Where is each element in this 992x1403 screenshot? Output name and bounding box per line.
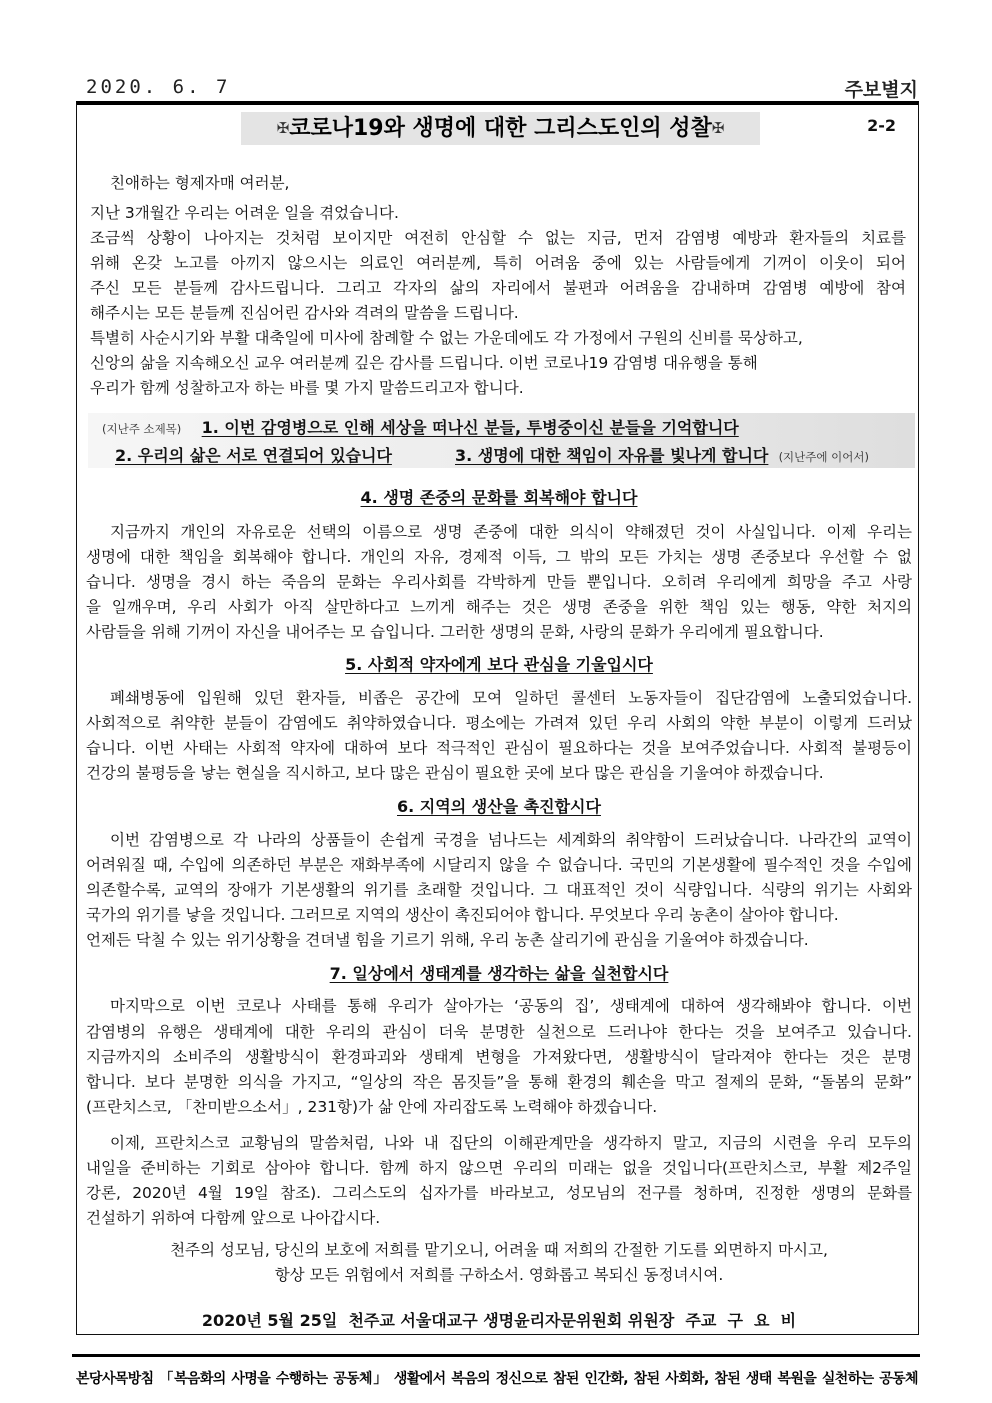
paragraph-line: 습니다. 이번 사태는 사회적 약자에 대하여 보다 적극적인 관심이 필요하다는 것을 보여주었습니다. 사회적 불평등이	[86, 739, 912, 757]
section-heading-4: 4. 생명 존중의 문화를 회복해야 합니다	[360, 488, 638, 507]
closing-line: 강론, 2020년 4월 19일 참조). 그리스도의 십자가를 바라보고, 성모님의 전구를 청하며, 진정한 생명의 문화를	[86, 1184, 912, 1202]
paragraph-line: 습니다. 생명을 경시 하는 죽음의 문화는 우리사회를 각박하게 만들 뿐입니다. 오히려 우리에게 희망을 주고 사랑	[86, 573, 912, 591]
bulletin-insert-label: 주보별지	[844, 79, 918, 101]
intro-line: 신앙의 삶을 지속해오신 교우 여러분께 깊은 감사를 드립니다. 이번 코로나19 감염병 대유행을 통해	[90, 354, 758, 372]
paragraph-line: 이번 감염병으로 각 나라의 상품들이 손쉽게 국경을 넘나드는 세계화의 취약함이 드러났습니다. 나라간의 교역이	[110, 831, 912, 849]
intro-line: 해주시는 모든 분들께 진심어린 감사와 격려의 말씀을 드립니다.	[90, 304, 519, 322]
paragraph-line: 지금까지의 소비주의 생활방식이 환경파괴와 생태계 변형을 가져왔다면, 생활방식이 달라져야 한다는 것은 분명	[86, 1048, 912, 1066]
closing-line: 건설하기 위하여 다함께 앞으로 나아갑시다.	[86, 1209, 381, 1227]
continued-label: (지난주에 이어서)	[778, 450, 869, 464]
previous-topics-row-1	[102, 417, 739, 440]
closing-line: 이제, 프란치스코 교황님의 말씀처럼, 나와 내 집단의 이해관계만을 생각하지 말고, 지금의 시련을 우리 모두의	[110, 1134, 912, 1152]
prayer-line: 항상 모든 위험에서 저희를 구하소서. 영화롭고 복되신 동정녀시여.	[274, 1266, 724, 1284]
previous-topic-1: 1. 이번 감영병으로 인해 세상을 떠나신 분들, 투병중이신 분들을 기억합니다	[201, 418, 739, 437]
paragraph-line: 합니다. 보다 분명한 의식을 가지고, “일상의 작은 몸짓들”을 통해 환경의 훼손을 막고 절제의 문화, “돌봄의 문화”	[86, 1073, 912, 1091]
page-number: 2-2	[867, 116, 896, 135]
previous-topics-row-2	[115, 445, 392, 467]
page-title	[241, 112, 760, 145]
paragraph-line: 지금까지 개인의 자유로운 선택의 이름으로 생명 존중에 대한 의식이 약해졌던 것이 사실입니다. 이제 우리는	[110, 523, 912, 541]
paragraph-line: 생명에 대한 책임을 회복해야 합니다. 개인의 자유, 경제적 이득, 그 밖의 모든 가치는 생명 존중보다 우선할 수 없	[86, 548, 912, 566]
paragraph-line: 사회적으로 취약한 분들이 감염에도 취약하였습니다. 평소에는 가려져 있던 우리 사회의 약한 부분이 이렇게 드러났	[86, 714, 912, 732]
paragraph-line: (프란치스코, 「찬미받으소서」, 231항)가 삶 안에 자리잡도록 노력해야 하겠습니다.	[86, 1098, 658, 1116]
paragraph-line: 사람들을 위해 기꺼이 자신을 내어주는 모 습입니다. 그러한 생명의 문화, 사랑의 문화가 우리에게 필요합니다.	[86, 623, 824, 641]
closing-line: 내일을 준비하는 기회로 삼아야 합니다. 함께 하지 않으면 우리의 미래는 없을 것입니다(프란치스코, 부활 제2주일	[86, 1159, 912, 1177]
intro-line: 위해 온갖 노고를 아끼지 않으시는 의료인 여러분께, 특히 어려움 중에 있는 사람들에게 기꺼이 이웃이 되어	[90, 254, 906, 272]
paragraph-line: 감염병의 유행은 생태계에 대한 우리의 관심이 더욱 분명한 실천으로 드러나야 한다는 것을 보여주고 있습니다.	[86, 1023, 912, 1041]
intro-line: 우리가 함께 성찰하고자 하는 바를 몇 가지 말씀드리고자 합니다.	[90, 379, 524, 397]
previous-topic-2: 2. 우리의 삶은 서로 연결되어 있습니다	[115, 446, 392, 465]
maltese-cross-icon: ✠	[276, 119, 290, 137]
paragraph-line: 건강의 불평등을 낳는 현실을 직시하고, 보다 많은 관심이 필요한 곳에 보다 많은 관심을 기울여야 하겠습니다.	[86, 764, 824, 782]
prayer-line: 천주의 성모님, 당신의 보호에 저희를 맡기오니, 어려울 때 저희의 간절한 기도를 외면하지 마시고,	[170, 1241, 828, 1259]
intro-line: 지난 3개월간 우리는 어려운 일을 겪었습니다.	[90, 204, 399, 222]
previous-topics-row-2b	[455, 445, 869, 468]
section-heading-7: 7. 일상에서 생태계를 생각하는 삶을 실천합시다	[329, 964, 669, 983]
signature: 2020년 5월 25일 천주교 서울대교구 생명윤리자문위원회 위원장 주교 구 요 비	[201, 1311, 797, 1330]
section-heading-5: 5. 사회적 약자에게 보다 관심을 기울입시다	[345, 655, 653, 674]
page-title-text: 코로나19와 생명에 대한 그리스도인의 성찰	[289, 116, 712, 141]
paragraph-line: 국가의 위기를 낳을 것입니다. 그러므로 지역의 생산이 촉진되어야 합니다. 무엇보다 우리 농촌이 살아야 합니다.	[86, 906, 839, 924]
footer-divider	[72, 1354, 920, 1357]
intro-line: 주신 모든 분들께 감사드립니다. 그리고 각자의 삶의 자리에서 불편과 어려움을 감내하며 감염병 예방에 참여	[90, 279, 906, 297]
intro-line: 조금씩 상황이 나아지는 것처럼 보이지만 여전히 안심할 수 없는 지금, 먼저 감염병 예방과 환자들의 치료를	[90, 229, 906, 247]
intro-line: 특별히 사순시기와 부활 대축일에 미사에 참례할 수 없는 가운데에도 각 가정에서 구원의 신비를 묵상하고,	[90, 329, 803, 347]
bulletin-date: 2020. 6. 7	[86, 76, 231, 98]
previous-topic-3: 3. 생명에 대한 책임이 자유를 빛나게 합니다	[455, 446, 769, 465]
paragraph-line: 을 일깨우며, 우리 사회가 아직 살만하다고 느끼게 해주는 것은 생명 존중을 위한 책임 있는 행동, 약한 처지의	[86, 598, 912, 616]
paragraph-line: 마지막으로 이번 코로나 사태를 통해 우리가 살아가는 ‘공동의 집’, 생태계에 대하여 생각해봐야 합니다. 이번	[110, 997, 912, 1015]
paragraph-line: 언제든 닥칠 수 있는 위기상황을 견뎌낼 힘을 기르기 위해, 우리 농촌 살리기에 관심을 기울여야 하겠습니다.	[86, 931, 809, 949]
previous-topics-label: (지난주 소제목)	[102, 422, 182, 436]
greeting: 친애하는 형제자매 여러분,	[110, 174, 290, 192]
parish-motto-footer: 본당사목방침 「복음화의 사명을 수행하는 공동체」 생활에서 복음의 정신으로 참된 인간화, 참된 사회화, 참된 생태 복원을 실천하는 공동체	[76, 1371, 918, 1387]
paragraph-line: 폐쇄병동에 입원해 있던 환자들, 비좁은 공간에 모여 일하던 콜센터 노동자들이 집단감염에 노출되었습니다.	[110, 689, 912, 707]
section-heading-6: 6. 지역의 생산을 촉진합시다	[397, 797, 601, 816]
paragraph-line: 의존할수록, 교역의 장애가 기본생활의 위기를 초래할 것입니다. 그 대표적인 것이 식량입니다. 식량의 위기는 사회와	[86, 881, 912, 899]
paragraph-line: 어려워질 때, 수입에 의존하던 부분은 재화부족에 시달리지 않을 수 없습니다. 국민의 기본생활에 필수적인 것을 수입에	[86, 856, 912, 874]
maltese-cross-icon: ✠	[711, 119, 725, 137]
